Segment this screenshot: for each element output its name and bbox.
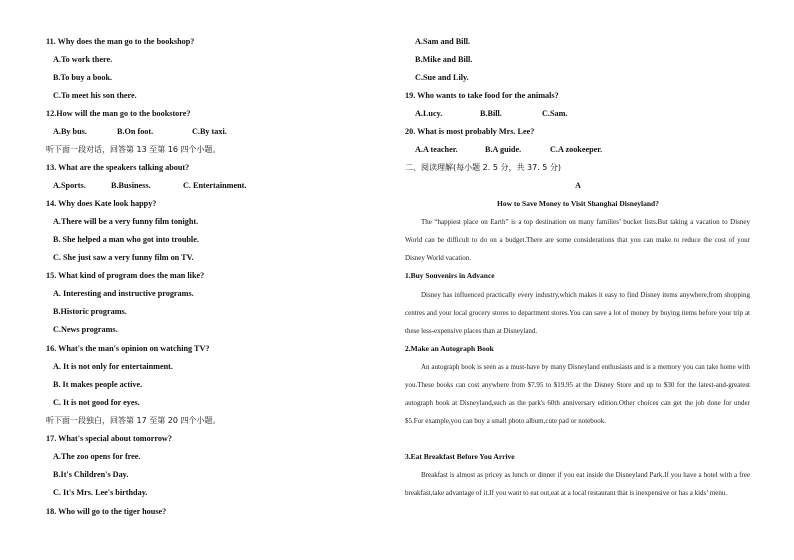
- question-14: 14. Why does Kate look happy?: [46, 199, 157, 208]
- option-18b: B.Mike and Bill.: [415, 55, 473, 64]
- question-12: 12.How will the man go to the bookstore?: [46, 109, 191, 118]
- option-15b: B.Historic programs.: [53, 307, 127, 316]
- option-17b: B.It's Children's Day.: [53, 470, 129, 479]
- option-16a: A. It is not only for entertainment.: [53, 362, 173, 371]
- paragraph-autograph: An autograph book is seen as a must-have by many Disneyland enthusiasts and is a memory you can take home with you.These books can cost anywhere from $7.95 to $19.95 at the Disney Store and up to $30 for the latest-and-greatest autograph book at Disneyland,such as the park's 60th anniversary edition.Other choices can get the job done for under $5.For example,you can buy a small photo album,cute pad or notebook.: [405, 363, 750, 425]
- section-heading: 二、阅读理解(每小题 2. 5 分，共 37. 5 分): [405, 163, 562, 172]
- question-19: 19. Who wants to take food for the animals?: [405, 91, 559, 100]
- option-12c: C.By taxi.: [192, 127, 227, 136]
- option-12b: B.On foot.: [117, 127, 154, 136]
- option-18c: C.Sue and Lily.: [415, 73, 469, 82]
- option-14b: B. She helped a man who got into trouble.: [53, 235, 199, 244]
- option-17a: A.The zoo opens for free.: [53, 452, 141, 461]
- option-14a: A.There will be a very funny film tonight.: [53, 217, 199, 226]
- option-11a: A.To work there.: [53, 55, 113, 64]
- option-13a: A.Sports.: [53, 181, 86, 190]
- option-19a: A.Lucy.: [415, 109, 443, 118]
- question-16: 16. What's the man's opinion on watching TV?: [46, 344, 210, 353]
- option-15a: A. Interesting and instructive programs.: [53, 289, 194, 298]
- paragraph-souvenirs: Disney has influenced practically every industry,which makes it easy to find Disney items anywhere,from shopping centres and your local grocery stores to department stores.You can save a lot of money by buying items before your trip at these less-expensive places than at Disneyland.: [405, 291, 750, 335]
- passage-letter: A: [575, 181, 581, 190]
- option-16b: B. It makes people active.: [53, 380, 143, 389]
- option-11b: B.To buy a book.: [53, 73, 113, 82]
- option-19c: C.Sam.: [542, 109, 568, 118]
- passage-title: How to Save Money to Visit Shanghai Disneyland?: [497, 199, 659, 208]
- instruction-17-20: 听下面一段独白，回答第 17 至第 20 四个小题。: [46, 416, 221, 425]
- question-17: 17. What's special about tomorrow?: [46, 434, 172, 443]
- question-13: 13. What are the speakers talking about?: [46, 163, 190, 172]
- question-11: 11. Why does the man go to the bookshop?: [46, 37, 195, 46]
- option-14c: C. She just saw a very funny film on TV.: [53, 253, 194, 262]
- option-16c: C. It is not good for eyes.: [53, 398, 140, 407]
- option-12a: A.By bus.: [53, 127, 87, 136]
- question-15: 15. What kind of program does the man like?: [46, 271, 205, 280]
- paragraph-intro: The “happiest place on Earth” is a top destination on many families’ bucket lists.But taking a vacation to Disney World can be difficult to do on a budget.There are some considerations that you can make to reduce the cost of your Disney World vacation.: [405, 218, 750, 262]
- heading-breakfast: 3.Eat Breakfast Before You Arrive: [405, 452, 515, 461]
- option-19b: B.Bill.: [480, 109, 502, 118]
- instruction-13-16: 听下面一段对话，回答第 13 至第 16 四个小题。: [46, 145, 221, 154]
- option-20a: A.A teacher.: [415, 145, 458, 154]
- option-20c: C.A zookeeper.: [550, 145, 603, 154]
- question-20: 20. What is most probably Mrs. Lee?: [405, 127, 535, 136]
- option-15c: C.News programs.: [53, 325, 118, 334]
- option-18a: A.Sam and Bill.: [415, 37, 471, 46]
- paragraph-breakfast: Breakfast is almost as pricey as lunch or dinner if you eat inside the Disneyland Park.If you have a hotel with a free breakfast,take advantage of it.If you want to eat out,eat at a local restaurant that is inexpensive or has a kids’ menu.: [405, 471, 750, 497]
- question-18: 18. Who will go to the tiger house?: [46, 507, 167, 516]
- option-13b: B.Business.: [111, 181, 151, 190]
- option-17c: C. It's Mrs. Lee's birthday.: [53, 488, 148, 497]
- option-13c: C. Entertainment.: [183, 181, 247, 190]
- heading-souvenirs: 1.Buy Souvenirs in Advance: [405, 271, 495, 280]
- option-11c: C.To meet his son there.: [53, 91, 137, 100]
- option-20b: B.A guide.: [485, 145, 522, 154]
- heading-autograph: 2.Make an Autograph Book: [405, 344, 494, 353]
